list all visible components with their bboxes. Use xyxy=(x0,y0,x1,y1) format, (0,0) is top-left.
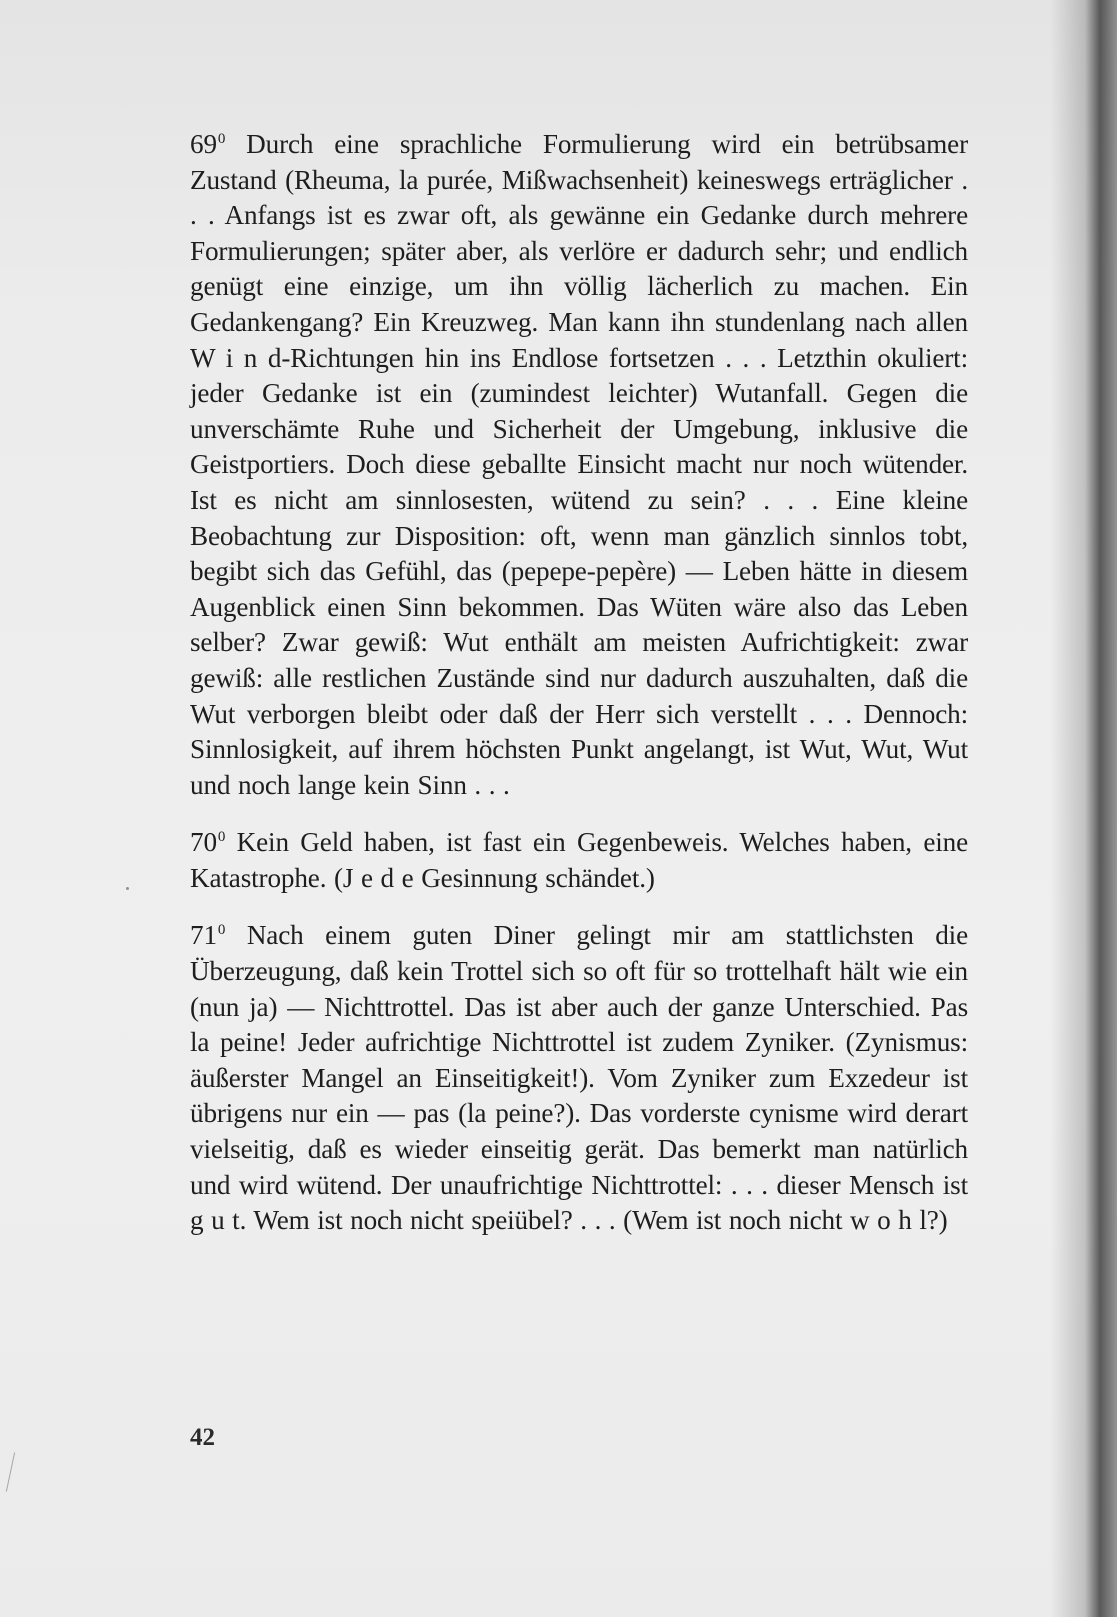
degree-mark: 0 xyxy=(217,131,226,147)
paragraph-number: 70 xyxy=(190,827,217,858)
paragraph-text: Durch eine sprachliche Formulierung wird ein betrübsamer Zustand (Rheuma, la purée, Mißwachsenheit) keineswegs erträglicher . . . Anfangs ist es zwar oft, als gewänne ein Gedanke durch mehrere Formulierungen; später aber, als verlöre er dadurch sehr; und endlich genügt eine einzige, um ihn völlig lächerlich zu machen. Ein Gedankengang? Ein Kreuzweg. Man kann ihn stundenlang nach allen W i n d-Richtungen hin ins Endlose fortsetzen . . . Letzthin okuliert: jeder Gedanke ist ein (zumindest leichter) Wutanfall. Gegen die unverschämte Ruhe und Sicherheit der Umgebung, inklusive die Geistportiers. Doch diese geballte Einsicht macht nur noch wütender. Ist es nicht am sinnlosesten, wütend zu sein? . . . Eine kleine Beobachtung zur Disposition: oft, wenn man gänzlich sinnlos tobt, begibt sich das Gefühl, das (pepepe-pepère) — Leben hätte in diesem Augenblick einen Sinn bekommen. Das Wüten wäre also das Leben selber? Zwar gewiß: Wut enthält am meisten Aufrichtigkeit: zwar gewiß: alle restlichen Zustände sind nur dadurch auszuhalten, daß die Wut verborgen bleibt oder daß der Herr sich verstellt . . . Dennoch: Sinnlosigkeit, auf ihrem höchsten Punkt angelangt, ist Wut, Wut, Wut und noch lange kein Sinn . . . xyxy=(190,129,968,800)
pencil-mark xyxy=(6,1452,15,1491)
page-number: 42 xyxy=(190,1424,215,1451)
paragraph-text: Nach einem guten Diner gelingt mir am stattlichsten die Überzeugung, daß kein Trottel sich so oft für so trottelhaft hält wie ein (nun ja) — Nichttrottel. Das ist aber auch der ganze Unterschied. Pas la peine! Jeder aufrichtige Nichttrottel ist zudem Zyniker. (Zynismus: äußerster Mangel an Einseitigkeit!). Vom Zyniker zum Exzedeur ist übrigens nur ein — pas (la peine?). Das vorderste cynisme wird derart vielseitig, daß es wieder einseitig gerät. Das bemerkt man natürlich und wird wütend. Der unaufrichtige Nichttrottel: . . . dieser Mensch ist g u t. Wem ist noch nicht speiübel? . . . (Wem ist noch nicht w o h l?) xyxy=(190,920,968,1236)
paragraph-text: Kein Geld haben, ist fast ein Gegenbeweis. Welches haben, eine Katastrophe. (J e d e Gesinnung schändet.) xyxy=(190,827,968,893)
paragraph-71 xyxy=(190,913,968,1238)
speck xyxy=(126,887,129,890)
paragraph-number: 71 xyxy=(190,920,217,951)
body-text xyxy=(190,122,968,1239)
paragraph-69 xyxy=(190,122,968,803)
paragraph-70 xyxy=(190,820,968,896)
degree-mark: 0 xyxy=(217,829,226,846)
degree-mark: 0 xyxy=(217,922,226,939)
paragraph-number: 69 xyxy=(190,129,217,159)
